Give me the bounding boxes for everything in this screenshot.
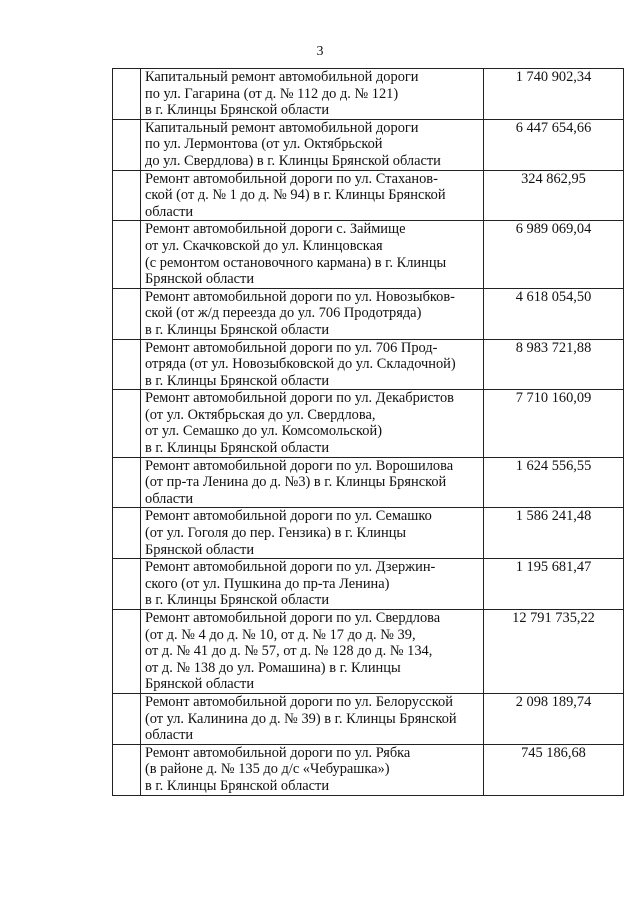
table-row bbox=[113, 610, 624, 694]
description-line: в г. Клинцы Брянской области bbox=[145, 592, 330, 609]
description-line: Ремонт автомобильной дороги по ул. Новозыбков- bbox=[145, 288, 455, 305]
amount-cell: 2 098 189,74 bbox=[484, 693, 624, 744]
work-description-cell bbox=[141, 69, 484, 120]
description-line: по ул. Лермонтова (от ул. Октябрьской bbox=[145, 136, 383, 153]
description-line: Ремонт автомобильной дороги по ул. Рябка bbox=[145, 744, 411, 761]
amount-cell: 8 983 721,88 bbox=[484, 339, 624, 390]
row-number-cell bbox=[113, 559, 141, 610]
description-line: от ул. Скачковской до ул. Клинцовская bbox=[145, 237, 383, 254]
description-line: в г. Клинцы Брянской области bbox=[145, 440, 330, 457]
amount-cell: 1 195 681,47 bbox=[484, 559, 624, 610]
work-description-cell bbox=[141, 119, 484, 170]
amount-cell: 1 624 556,55 bbox=[484, 457, 624, 508]
description-line: (от ул. Калинина до д. № 39) в г. Клинцы Брянской bbox=[145, 710, 457, 727]
work-description-cell bbox=[141, 693, 484, 744]
description-line: области bbox=[145, 490, 194, 507]
work-description-cell bbox=[141, 610, 484, 694]
description-line: Ремонт автомобильной дороги по ул. Стаханов- bbox=[145, 170, 438, 187]
amount-cell: 324 862,95 bbox=[484, 170, 624, 221]
row-number-cell bbox=[113, 119, 141, 170]
table-row bbox=[113, 559, 624, 610]
amount-cell: 12 791 735,22 bbox=[484, 610, 624, 694]
description-line: в г. Клинцы Брянской области bbox=[145, 102, 330, 119]
table-row bbox=[113, 744, 624, 795]
description-line: Ремонт автомобильной дороги по ул. Декабристов bbox=[145, 390, 454, 407]
work-description-cell bbox=[141, 339, 484, 390]
description-line: области bbox=[145, 727, 194, 744]
row-number-cell bbox=[113, 508, 141, 559]
work-description-cell bbox=[141, 457, 484, 508]
description-line: от д. № 138 до ул. Ромашина) в г. Клинцы bbox=[145, 659, 401, 676]
description-line: в г. Клинцы Брянской области bbox=[145, 321, 330, 338]
description-line: Ремонт автомобильной дороги по ул. Дзержин- bbox=[145, 559, 436, 576]
work-description-cell bbox=[141, 221, 484, 288]
description-line: от д. № 41 до д. № 57, от д. № 128 до д. № 134, bbox=[145, 643, 433, 660]
table-row bbox=[113, 69, 624, 120]
description-line: Брянской области bbox=[145, 541, 255, 558]
table-row bbox=[113, 221, 624, 288]
row-number-cell bbox=[113, 610, 141, 694]
description-line: (от д. № 4 до д. № 10, от д. № 17 до д. № 39, bbox=[145, 626, 416, 643]
description-line: Брянской области bbox=[145, 676, 255, 693]
description-line: области bbox=[145, 203, 194, 220]
row-number-cell bbox=[113, 457, 141, 508]
row-number-cell bbox=[113, 288, 141, 339]
table-row bbox=[113, 170, 624, 221]
description-line: отряда (от ул. Новозыбковской до ул. Складочной) bbox=[145, 356, 456, 373]
work-description-cell bbox=[141, 508, 484, 559]
page-number: 3 bbox=[316, 44, 324, 59]
table-row bbox=[113, 693, 624, 744]
row-number-cell bbox=[113, 170, 141, 221]
description-line: ской (от д. № 1 до д. № 94) в г. Клинцы Брянской bbox=[145, 187, 446, 204]
row-number-cell bbox=[113, 390, 141, 457]
description-line: до ул. Свердлова) в г. Клинцы Брянской области bbox=[145, 152, 441, 169]
table-row bbox=[113, 457, 624, 508]
table-row bbox=[113, 288, 624, 339]
amount-cell: 745 186,68 bbox=[484, 744, 624, 795]
description-line: (от ул. Октябрьская до ул. Свердлова, bbox=[145, 406, 376, 423]
table-row bbox=[113, 390, 624, 457]
description-line: (в районе д. № 135 до д/с «Чебурашка») bbox=[145, 761, 390, 778]
description-line: (от пр-та Ленина до д. №3) в г. Клинцы Брянской bbox=[145, 474, 447, 491]
description-line: (с ремонтом остановочного кармана) в г. Клинцы bbox=[145, 254, 447, 271]
description-line: по ул. Гагарина (от д. № 112 до д. № 121) bbox=[145, 85, 399, 102]
work-description-cell bbox=[141, 170, 484, 221]
table-row bbox=[113, 508, 624, 559]
amount-cell: 1 586 241,48 bbox=[484, 508, 624, 559]
description-line: Капитальный ремонт автомобильной дороги bbox=[145, 69, 419, 85]
amount-cell: 6 989 069,04 bbox=[484, 221, 624, 288]
amount-cell: 1 740 902,34 bbox=[484, 69, 624, 120]
description-line: Ремонт автомобильной дороги по ул. Семашко bbox=[145, 508, 432, 525]
amount-cell: 6 447 654,66 bbox=[484, 119, 624, 170]
description-line: от ул. Семашко до ул. Комсомольской) bbox=[145, 423, 382, 440]
description-line: (от ул. Гоголя до пер. Гензика) в г. Клинцы bbox=[145, 525, 407, 542]
work-description-cell bbox=[141, 559, 484, 610]
row-number-cell bbox=[113, 339, 141, 390]
work-description-cell bbox=[141, 288, 484, 339]
row-number-cell bbox=[113, 693, 141, 744]
row-number-cell bbox=[113, 221, 141, 288]
description-line: Ремонт автомобильной дороги по ул. Свердлова bbox=[145, 610, 441, 626]
row-number-cell bbox=[113, 744, 141, 795]
description-line: Ремонт автомобильной дороги по ул. 706 Прод- bbox=[145, 339, 438, 356]
description-line: в г. Клинцы Брянской области bbox=[145, 777, 330, 794]
amount-cell: 4 618 054,50 bbox=[484, 288, 624, 339]
description-line: Ремонт автомобильной дороги по ул. Ворошилова bbox=[145, 457, 454, 474]
description-line: Брянской области bbox=[145, 271, 255, 288]
work-description-cell bbox=[141, 744, 484, 795]
road-works-table-body bbox=[113, 69, 624, 796]
work-description-cell bbox=[141, 390, 484, 457]
description-line: Ремонт автомобильной дороги по ул. Белорусской bbox=[145, 693, 453, 710]
amount-cell: 7 710 160,09 bbox=[484, 390, 624, 457]
table-row bbox=[113, 119, 624, 170]
description-line: Ремонт автомобильной дороги с. Займище bbox=[145, 221, 406, 238]
table-row bbox=[113, 339, 624, 390]
description-line: Капитальный ремонт автомобильной дороги bbox=[145, 119, 419, 136]
road-works-table bbox=[112, 68, 624, 796]
description-line: ской (от ж/д переезда до ул. 706 Продотряда) bbox=[145, 305, 422, 322]
row-number-cell bbox=[113, 69, 141, 120]
description-line: ского (от ул. Пушкина до пр-та Ленина) bbox=[145, 575, 390, 592]
description-line: в г. Клинцы Брянской области bbox=[145, 372, 330, 389]
